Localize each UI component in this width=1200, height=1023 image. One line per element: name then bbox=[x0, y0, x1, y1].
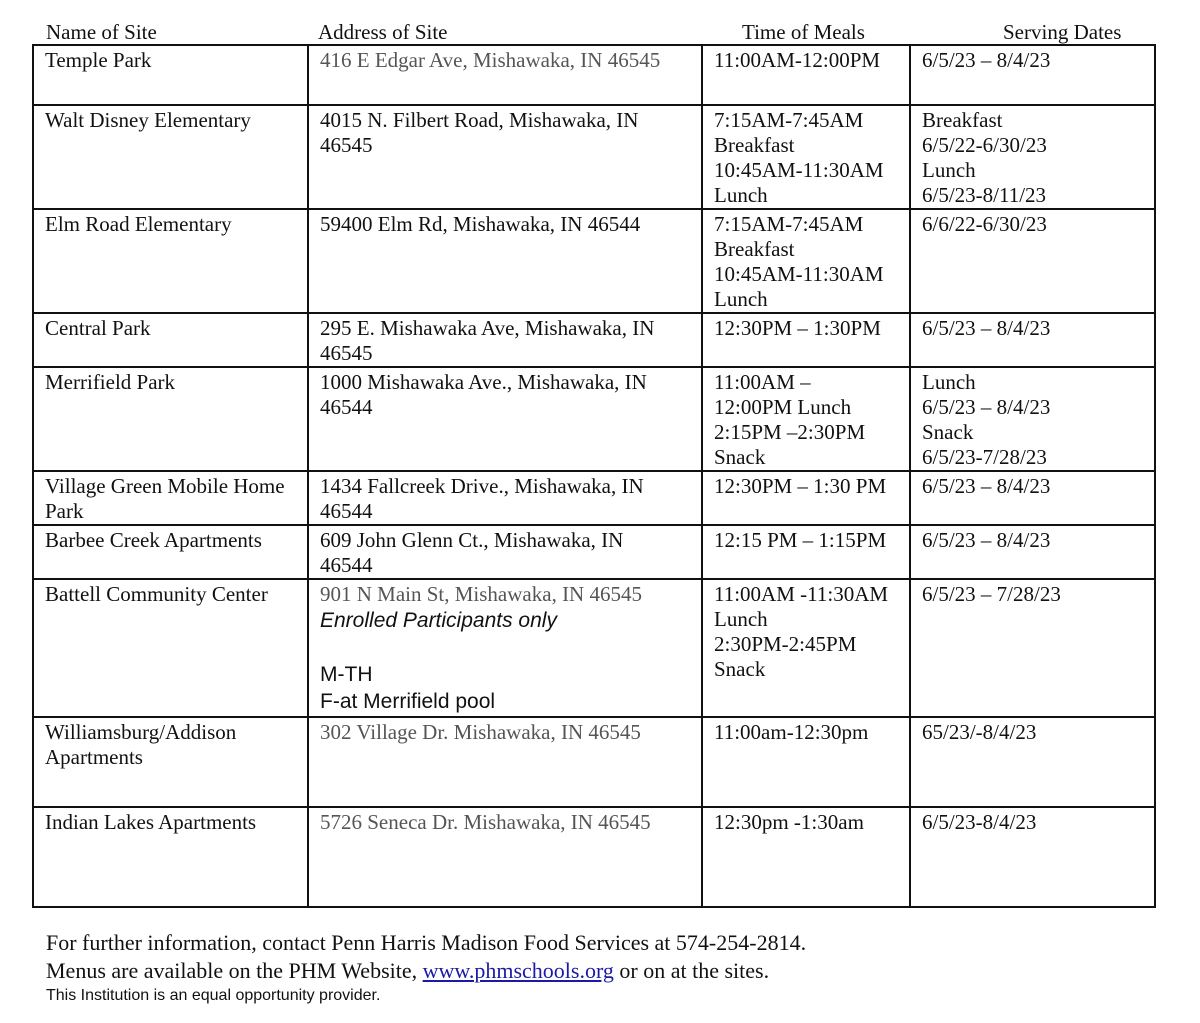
site-name-cell-line: Williamsburg/Addison bbox=[45, 720, 237, 744]
meal-time-cell-line: 12:30pm -1:30am bbox=[714, 810, 864, 834]
meal-time-cell bbox=[702, 525, 910, 579]
meal-time-cell bbox=[702, 367, 910, 471]
serving-dates-cell bbox=[910, 105, 1155, 209]
serving-dates-cell-line: Snack bbox=[922, 420, 974, 444]
meal-time-cell-line: 12:00PM Lunch bbox=[714, 395, 852, 419]
site-name-cell-line: Central Park bbox=[45, 316, 151, 340]
site-address-cell-line: 1000 Mishawaka Ave., Mishawaka, IN bbox=[320, 370, 647, 394]
serving-dates-cell-line: 6/5/23 – 8/4/23 bbox=[922, 48, 1051, 72]
meal-time-cell-line: 12:15 PM – 1:15PM bbox=[714, 528, 887, 552]
table-header-row bbox=[0, 20, 1200, 44]
serving-dates-cell-line: Lunch bbox=[922, 158, 976, 182]
serving-dates-cell bbox=[910, 579, 1155, 717]
site-address-cell bbox=[308, 313, 702, 367]
serving-dates-cell-line: Breakfast bbox=[922, 108, 1003, 132]
site-address-cell-line: 46544 bbox=[320, 395, 373, 419]
site-address-cell bbox=[308, 525, 702, 579]
site-address-cell-line: 416 E Edgar Ave, Mishawaka, IN 46545 bbox=[320, 48, 661, 72]
serving-dates-cell bbox=[910, 367, 1155, 471]
site-address-cell-line: 901 N Main St, Mishawaka, IN 46545 bbox=[320, 582, 642, 606]
meal-time-cell bbox=[702, 471, 910, 525]
serving-dates-cell-line: 6/5/23-7/28/23 bbox=[922, 445, 1047, 469]
meal-time-cell-line: Snack bbox=[714, 657, 766, 681]
site-name-cell-line: Elm Road Elementary bbox=[45, 212, 232, 236]
table-row bbox=[33, 45, 1155, 105]
site-name-cell-line: Barbee Creek Apartments bbox=[45, 528, 262, 552]
table-row bbox=[33, 209, 1155, 313]
site-name-cell bbox=[33, 525, 308, 579]
site-name-cell-line: Park bbox=[45, 499, 84, 523]
site-name-cell-line: Battell Community Center bbox=[45, 582, 268, 606]
meal-time-cell-line: 11:00AM-12:00PM bbox=[714, 48, 881, 72]
menus-text-before: Menus are available on the PHM Website, bbox=[46, 958, 423, 983]
serving-dates-cell-line: 6/5/23-8/4/23 bbox=[922, 810, 1037, 834]
site-address-cell-line: 46544 bbox=[320, 553, 373, 577]
meal-time-cell-line: 2:30PM-2:45PM bbox=[714, 632, 857, 656]
site-address-cell-line: 609 John Glenn Ct., Mishawaka, IN bbox=[320, 528, 624, 552]
enrolled-participants-note: Enrolled Participants only bbox=[320, 609, 557, 632]
site-address-cell bbox=[308, 579, 702, 717]
menus-text-after: or on at the sites. bbox=[613, 958, 770, 983]
equal-opportunity-statement: This Institution is an equal opportunity provider. bbox=[46, 987, 381, 1004]
site-name-cell bbox=[33, 313, 308, 367]
meal-time-cell bbox=[702, 717, 910, 807]
header-name-of-site: Name of Site bbox=[46, 20, 157, 44]
meal-time-cell-line: Breakfast bbox=[714, 133, 795, 157]
site-address-cell-line: 4015 N. Filbert Road, Mishawaka, IN bbox=[320, 108, 639, 132]
meal-time-cell-line: 12:30PM – 1:30PM bbox=[714, 316, 881, 340]
site-name-cell-line: Indian Lakes Apartments bbox=[45, 810, 257, 834]
website-link[interactable]: www.phmschools.org bbox=[422, 958, 614, 983]
footer bbox=[46, 929, 1146, 1007]
site-name-cell-line: Village Green Mobile Home bbox=[45, 474, 285, 498]
serving-dates-cell-line: Lunch bbox=[922, 370, 976, 394]
meal-time-cell-line: 7:15AM-7:45AM bbox=[714, 108, 864, 132]
header-time-of-meals: Time of Meals bbox=[742, 20, 865, 44]
serving-dates-cell bbox=[910, 209, 1155, 313]
meal-time-cell-line: Lunch bbox=[714, 287, 768, 311]
site-address-cell-line: 46544 bbox=[320, 499, 373, 523]
meal-time-cell bbox=[702, 209, 910, 313]
site-name-cell bbox=[33, 105, 308, 209]
meal-sites-table-body bbox=[33, 45, 1155, 907]
meal-time-cell-line: 10:45AM-11:30AM bbox=[714, 158, 884, 182]
schedule-note-days: M-TH bbox=[320, 663, 373, 686]
table-row bbox=[33, 525, 1155, 579]
site-address-cell bbox=[308, 807, 702, 907]
header-serving-dates: Serving Dates bbox=[1003, 20, 1122, 44]
site-address-cell-line: 302 Village Dr. Mishawaka, IN 46545 bbox=[320, 720, 641, 744]
menus-info bbox=[46, 957, 1146, 985]
table-row bbox=[33, 807, 1155, 907]
meal-time-cell bbox=[702, 313, 910, 367]
meal-time-cell bbox=[702, 579, 910, 717]
meal-time-cell-line: 11:00AM – bbox=[714, 370, 811, 394]
meal-time-cell-line: Breakfast bbox=[714, 237, 795, 261]
site-address-cell bbox=[308, 471, 702, 525]
site-name-cell-line: Merrifield Park bbox=[45, 370, 176, 394]
schedule-note-friday: F-at Merrifield pool bbox=[320, 690, 496, 713]
site-address-cell bbox=[308, 367, 702, 471]
serving-dates-cell bbox=[910, 45, 1155, 105]
note-spacer bbox=[320, 634, 691, 661]
site-name-cell bbox=[33, 807, 308, 907]
site-name-cell bbox=[33, 579, 308, 717]
site-address-cell-line: 1434 Fallcreek Drive., Mishawaka, IN bbox=[320, 474, 644, 498]
table-row bbox=[33, 471, 1155, 525]
site-address-cell-line: 46545 bbox=[320, 341, 373, 365]
site-name-cell-line: Apartments bbox=[45, 745, 143, 769]
meal-time-cell-line: Lunch bbox=[714, 607, 768, 631]
header-address-of-site: Address of Site bbox=[318, 20, 448, 44]
serving-dates-cell-line: 6/5/23 – 8/4/23 bbox=[922, 474, 1051, 498]
meal-time-cell bbox=[702, 807, 910, 907]
site-name-cell bbox=[33, 471, 308, 525]
table-row bbox=[33, 105, 1155, 209]
serving-dates-cell-line: 6/5/23-8/11/23 bbox=[922, 183, 1047, 207]
contact-info: For further information, contact Penn Harris Madison Food Services at 574-254-2814. bbox=[46, 930, 807, 955]
serving-dates-cell-line: 6/6/22-6/30/23 bbox=[922, 212, 1047, 236]
serving-dates-cell bbox=[910, 471, 1155, 525]
meal-time-cell-line: Lunch bbox=[714, 183, 768, 207]
serving-dates-cell-line: 6/5/23 – 8/4/23 bbox=[922, 528, 1051, 552]
table-row bbox=[33, 367, 1155, 471]
site-address-cell bbox=[308, 209, 702, 313]
site-address-cell-line: 46545 bbox=[320, 133, 373, 157]
site-address-cell-line: 295 E. Mishawaka Ave, Mishawaka, IN bbox=[320, 316, 655, 340]
meal-time-cell-line: 2:15PM –2:30PM bbox=[714, 420, 866, 444]
site-name-cell bbox=[33, 367, 308, 471]
meal-sites-table bbox=[32, 44, 1156, 908]
site-address-cell bbox=[308, 105, 702, 209]
table-row bbox=[33, 717, 1155, 807]
site-address-cell-line: 5726 Seneca Dr. Mishawaka, IN 46545 bbox=[320, 810, 651, 834]
serving-dates-cell-line: 6/5/22-6/30/23 bbox=[922, 133, 1047, 157]
table-row bbox=[33, 579, 1155, 717]
meal-time-cell bbox=[702, 105, 910, 209]
meal-time-cell-line: 7:15AM-7:45AM bbox=[714, 212, 864, 236]
meal-time-cell bbox=[702, 45, 910, 105]
site-name-cell bbox=[33, 45, 308, 105]
serving-dates-cell-line: 6/5/23 – 8/4/23 bbox=[922, 316, 1051, 340]
serving-dates-cell bbox=[910, 807, 1155, 907]
meal-time-cell-line: Snack bbox=[714, 445, 766, 469]
site-name-cell-line: Temple Park bbox=[45, 48, 152, 72]
serving-dates-cell bbox=[910, 525, 1155, 579]
serving-dates-cell bbox=[910, 717, 1155, 807]
table-row bbox=[33, 313, 1155, 367]
site-name-cell bbox=[33, 209, 308, 313]
meal-time-cell-line: 11:00am-12:30pm bbox=[714, 720, 869, 744]
serving-dates-cell-line: 6/5/23 – 7/28/23 bbox=[922, 582, 1061, 606]
serving-dates-cell-line: 6/5/23 – 8/4/23 bbox=[922, 395, 1051, 419]
site-name-cell bbox=[33, 717, 308, 807]
meal-time-cell-line: 11:00AM -11:30AM bbox=[714, 582, 889, 606]
serving-dates-cell bbox=[910, 313, 1155, 367]
site-address-cell bbox=[308, 717, 702, 807]
site-name-cell-line: Walt Disney Elementary bbox=[45, 108, 251, 132]
site-address-cell bbox=[308, 45, 702, 105]
serving-dates-cell-line: 65/23/-8/4/23 bbox=[922, 720, 1037, 744]
site-address-cell-line: 59400 Elm Rd, Mishawaka, IN 46544 bbox=[320, 212, 641, 236]
meal-time-cell-line: 12:30PM – 1:30 PM bbox=[714, 474, 887, 498]
meal-time-cell-line: 10:45AM-11:30AM bbox=[714, 262, 884, 286]
